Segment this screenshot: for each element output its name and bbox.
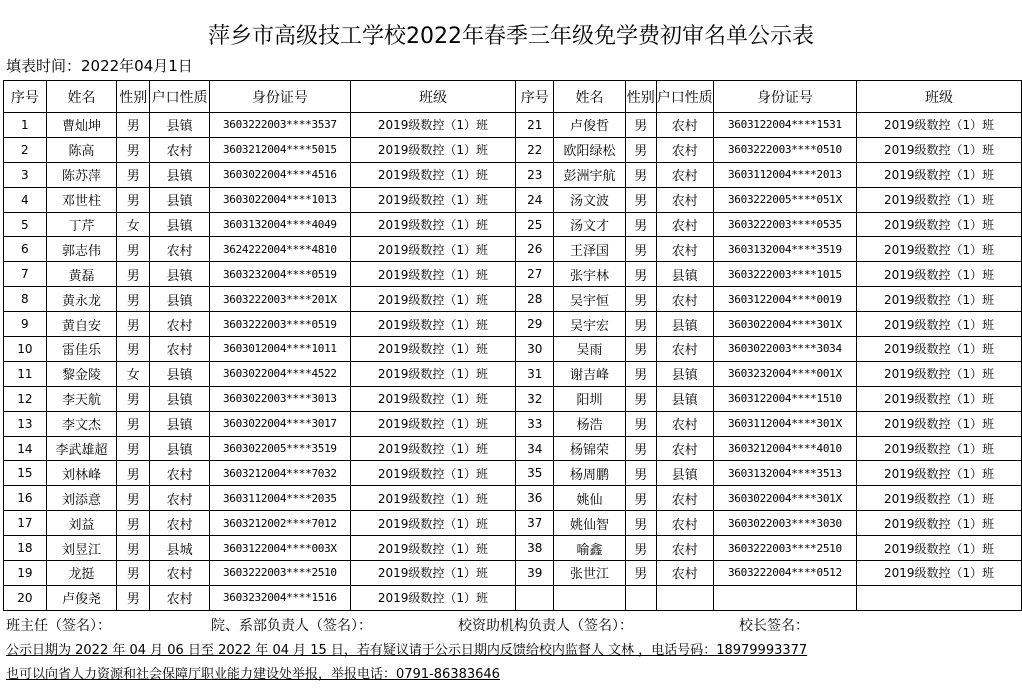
cell-seq: 8 (4, 287, 47, 312)
cell-id-number-right: 3603022003****3030 (713, 511, 856, 536)
cell-class-right: 2019级数控（1）班 (857, 212, 1022, 237)
table-row (4, 585, 1022, 610)
cell-seq: 13 (4, 411, 47, 436)
cell-hukou: 农村 (150, 486, 210, 511)
cell-seq-right: 36 (516, 486, 554, 511)
cell-name-right: 彭洲宇航 (554, 162, 626, 187)
cell-class: 2019级数控（1）班 (350, 511, 516, 536)
cell-sex: 男 (117, 262, 150, 287)
cell-name-right: 汤文波 (554, 187, 626, 212)
cell-class-right: 2019级数控（1）班 (857, 561, 1022, 586)
cell-name-right: 吴宇宏 (554, 312, 626, 337)
fill-time-label: 填表时间：2022年04月1日 (6, 57, 193, 75)
cell-class-right (857, 585, 1022, 610)
table-row (4, 561, 1022, 586)
cell-seq-right: 24 (516, 187, 554, 212)
cell-id-number: 3603212004****5015 (210, 137, 350, 162)
cell-name: 龙挺 (46, 561, 117, 586)
cell-seq: 9 (4, 312, 47, 337)
cell-name: 刘昱江 (46, 536, 117, 561)
cell-name: 陈高 (46, 137, 117, 162)
cell-sex: 男 (117, 137, 150, 162)
cell-sex-right: 男 (625, 312, 656, 337)
cell-hukou: 县镇 (150, 212, 210, 237)
cell-class-right: 2019级数控（1）班 (857, 137, 1022, 162)
cell-sex: 男 (117, 461, 150, 486)
cell-hukou-right: 农村 (656, 411, 713, 436)
cell-id-number: 3603222003****201X (210, 287, 350, 312)
cell-name: 李文杰 (46, 411, 117, 436)
cell-id-number: 3603022004****1013 (210, 187, 350, 212)
cell-class: 2019级数控（1）班 (350, 162, 516, 187)
cell-sex: 女 (117, 361, 150, 386)
cell-sex-right: 男 (625, 361, 656, 386)
header-class-right: 班级 (857, 81, 1022, 113)
cell-class-right: 2019级数控（1）班 (857, 436, 1022, 461)
cell-seq: 10 (4, 337, 47, 362)
cell-seq-right: 38 (516, 536, 554, 561)
cell-sex: 女 (117, 212, 150, 237)
cell-class-right: 2019级数控（1）班 (857, 486, 1022, 511)
cell-id-number: 3603212002****7012 (210, 511, 350, 536)
cell-hukou: 农村 (150, 461, 210, 486)
cell-class: 2019级数控（1）班 (350, 113, 516, 138)
cell-sex: 男 (117, 436, 150, 461)
cell-seq: 4 (4, 187, 47, 212)
cell-id-number-right: 3603022004****301X (713, 486, 856, 511)
cell-id-number-right: 3603112004****2013 (713, 162, 856, 187)
cell-sex: 男 (117, 162, 150, 187)
cell-hukou: 农村 (150, 585, 210, 610)
cell-seq-right: 27 (516, 262, 554, 287)
cell-hukou-right: 农村 (656, 187, 713, 212)
cell-sex-right: 男 (625, 212, 656, 237)
table-row (4, 212, 1022, 237)
cell-class: 2019级数控（1）班 (350, 237, 516, 262)
cell-seq: 17 (4, 511, 47, 536)
cell-seq-right: 32 (516, 386, 554, 411)
cell-hukou: 县镇 (150, 162, 210, 187)
cell-class: 2019级数控（1）班 (350, 137, 516, 162)
cell-hukou-right: 农村 (656, 113, 713, 138)
cell-seq: 11 (4, 361, 47, 386)
cell-sex: 男 (117, 585, 150, 610)
cell-id-number: 3603222003****2510 (210, 561, 350, 586)
cell-sex: 男 (117, 536, 150, 561)
table-row (4, 411, 1022, 436)
cell-seq: 18 (4, 536, 47, 561)
cell-hukou: 县城 (150, 536, 210, 561)
cell-class: 2019级数控（1）班 (350, 361, 516, 386)
cell-seq-right: 37 (516, 511, 554, 536)
cell-name-right: 姚仙智 (554, 511, 626, 536)
cell-class: 2019级数控（1）班 (350, 337, 516, 362)
cell-id-number-right: 3603132004****3513 (713, 461, 856, 486)
header-seq: 序号 (4, 81, 47, 113)
cell-id-number-right: 3603232004****001X (713, 361, 856, 386)
cell-seq-right: 35 (516, 461, 554, 486)
cell-class: 2019级数控（1）班 (350, 287, 516, 312)
cell-hukou: 县镇 (150, 361, 210, 386)
cell-class-right: 2019级数控（1）班 (857, 386, 1022, 411)
head-teacher-signature: 班主任（签名）： (6, 618, 111, 634)
cell-sex-right (625, 585, 656, 610)
cell-id-number-right: 3603112004****301X (713, 411, 856, 436)
cell-sex: 男 (117, 561, 150, 586)
cell-name-right: 欧阳绿松 (554, 137, 626, 162)
cell-class-right: 2019级数控（1）班 (857, 461, 1022, 486)
cell-class: 2019级数控（1）班 (350, 212, 516, 237)
cell-name: 雷佳乐 (46, 337, 117, 362)
cell-seq-right: 31 (516, 361, 554, 386)
cell-sex-right: 男 (625, 137, 656, 162)
cell-id-number-right: 3603122004****1531 (713, 113, 856, 138)
cell-hukou: 农村 (150, 137, 210, 162)
cell-name-right: 杨周鹏 (554, 461, 626, 486)
cell-id-number: 3603022004****3017 (210, 411, 350, 436)
publicity-notice: 公示日期为 2022 年 04 月 06 日至 2022 年 04 月 15 日，若有疑议请于公示日期内反馈给校内监督人 文林 ，电话号码：18979993377 (6, 643, 808, 658)
cell-sex: 男 (117, 337, 150, 362)
cell-sex: 男 (117, 113, 150, 138)
cell-name-right: 汤文才 (554, 212, 626, 237)
cell-hukou: 县镇 (150, 262, 210, 287)
cell-class: 2019级数控（1）班 (350, 585, 516, 610)
header-name: 姓名 (46, 81, 117, 113)
cell-name: 刘添意 (46, 486, 117, 511)
cell-seq-right: 23 (516, 162, 554, 187)
cell-seq-right (516, 585, 554, 610)
cell-hukou-right: 县镇 (656, 361, 713, 386)
cell-hukou-right: 农村 (656, 511, 713, 536)
cell-seq-right: 34 (516, 436, 554, 461)
cell-seq-right: 39 (516, 561, 554, 586)
cell-sex: 男 (117, 486, 150, 511)
cell-name-right: 喻鑫 (554, 536, 626, 561)
cell-sex-right: 男 (625, 237, 656, 262)
cell-name: 黎金陵 (46, 361, 117, 386)
cell-sex-right: 男 (625, 162, 656, 187)
cell-class-right: 2019级数控（1）班 (857, 162, 1022, 187)
cell-id-number: 3624222004****4810 (210, 237, 350, 262)
cell-class: 2019级数控（1）班 (350, 386, 516, 411)
cell-name-right: 阳圳 (554, 386, 626, 411)
cell-name: 丁芹 (46, 212, 117, 237)
cell-id-number-right: 3603122004****0019 (713, 287, 856, 312)
table-row (4, 312, 1022, 337)
cell-sex-right: 男 (625, 187, 656, 212)
table-header-row (4, 81, 1022, 113)
table-row (4, 386, 1022, 411)
cell-class: 2019级数控（1）班 (350, 461, 516, 486)
cell-id-number-right: 3603222003****0535 (713, 212, 856, 237)
cell-id-number-right: 3603122004****1510 (713, 386, 856, 411)
header-id-number-right: 身份证号 (713, 81, 856, 113)
cell-class-right: 2019级数控（1）班 (857, 312, 1022, 337)
cell-hukou: 县镇 (150, 386, 210, 411)
cell-class-right: 2019级数控（1）班 (857, 536, 1022, 561)
cell-class-right: 2019级数控（1）班 (857, 187, 1022, 212)
cell-id-number-right: 3603132004****3519 (713, 237, 856, 262)
cell-sex-right: 男 (625, 287, 656, 312)
table-body (4, 81, 1022, 611)
cell-hukou-right: 农村 (656, 337, 713, 362)
cell-hukou: 农村 (150, 561, 210, 586)
cell-seq: 5 (4, 212, 47, 237)
cell-id-number: 3603132004****4049 (210, 212, 350, 237)
cell-sex-right: 男 (625, 486, 656, 511)
cell-name-right: 张宇林 (554, 262, 626, 287)
cell-seq: 3 (4, 162, 47, 187)
cell-hukou: 县镇 (150, 287, 210, 312)
cell-hukou-right: 县镇 (656, 461, 713, 486)
header-id-number: 身份证号 (210, 81, 350, 113)
table-row (4, 187, 1022, 212)
cell-sex-right: 男 (625, 411, 656, 436)
table-row (4, 536, 1022, 561)
cell-id-number-right: 3603222003****0510 (713, 137, 856, 162)
cell-class: 2019级数控（1）班 (350, 187, 516, 212)
cell-id-number: 3603212004****7032 (210, 461, 350, 486)
cell-seq: 7 (4, 262, 47, 287)
cell-name-right: 王泽国 (554, 237, 626, 262)
cell-name: 李天航 (46, 386, 117, 411)
cell-id-number: 3603222003****0519 (210, 312, 350, 337)
table-row (4, 262, 1022, 287)
cell-name-right: 张世江 (554, 561, 626, 586)
cell-hukou-right: 农村 (656, 137, 713, 162)
cell-name-right: 杨锦荣 (554, 436, 626, 461)
cell-class: 2019级数控（1）班 (350, 411, 516, 436)
table-row (4, 461, 1022, 486)
cell-sex-right: 男 (625, 436, 656, 461)
cell-hukou-right: 县镇 (656, 262, 713, 287)
table-row (4, 113, 1022, 138)
cell-hukou-right: 农村 (656, 436, 713, 461)
cell-hukou-right: 农村 (656, 237, 713, 262)
cell-hukou-right: 农村 (656, 287, 713, 312)
cell-hukou: 县镇 (150, 411, 210, 436)
cell-sex: 男 (117, 287, 150, 312)
cell-id-number-right: 3603222005****051X (713, 187, 856, 212)
cell-seq-right: 25 (516, 212, 554, 237)
cell-hukou-right (656, 585, 713, 610)
cell-hukou-right: 县镇 (656, 386, 713, 411)
cell-name: 刘益 (46, 511, 117, 536)
cell-sex: 男 (117, 411, 150, 436)
cell-hukou: 农村 (150, 312, 210, 337)
page-title: 萍乡市高级技工学校2022年春季三年级免学费初审名单公示表 (208, 24, 814, 49)
cell-sex: 男 (117, 237, 150, 262)
header-sex: 性别 (117, 81, 150, 113)
cell-id-number: 3603222003****3537 (210, 113, 350, 138)
cell-seq-right: 33 (516, 411, 554, 436)
cell-seq-right: 30 (516, 337, 554, 362)
cell-hukou-right: 农村 (656, 486, 713, 511)
cell-sex-right: 男 (625, 386, 656, 411)
header-class: 班级 (350, 81, 516, 113)
header-name-right: 姓名 (554, 81, 626, 113)
cell-name: 李武雄超 (46, 436, 117, 461)
cell-class: 2019级数控（1）班 (350, 561, 516, 586)
cell-hukou: 农村 (150, 237, 210, 262)
cell-id-number: 3603022004****4516 (210, 162, 350, 187)
cell-name-right: 卢俊哲 (554, 113, 626, 138)
cell-class: 2019级数控（1）班 (350, 486, 516, 511)
cell-class-right: 2019级数控（1）班 (857, 287, 1022, 312)
cell-class-right: 2019级数控（1）班 (857, 511, 1022, 536)
cell-id-number-right: 3603022003****3034 (713, 337, 856, 362)
cell-seq-right: 29 (516, 312, 554, 337)
cell-name-right: 谢吉峰 (554, 361, 626, 386)
cell-id-number: 3603012004****1011 (210, 337, 350, 362)
cell-hukou-right: 农村 (656, 212, 713, 237)
cell-sex: 男 (117, 187, 150, 212)
cell-name: 卢俊尧 (46, 585, 117, 610)
cell-name: 邓世柱 (46, 187, 117, 212)
header-sex-right: 性别 (625, 81, 656, 113)
cell-name: 郭志伟 (46, 237, 117, 262)
cell-class-right: 2019级数控（1）班 (857, 337, 1022, 362)
cell-hukou: 县镇 (150, 436, 210, 461)
table-row (4, 287, 1022, 312)
cell-sex-right: 男 (625, 461, 656, 486)
table-row (4, 337, 1022, 362)
header-hukou-right: 户口性质 (656, 81, 713, 113)
cell-seq: 6 (4, 237, 47, 262)
cell-hukou: 县镇 (150, 187, 210, 212)
cell-seq-right: 22 (516, 137, 554, 162)
cell-sex-right: 男 (625, 337, 656, 362)
cell-id-number: 3603112004****2035 (210, 486, 350, 511)
cell-hukou-right: 农村 (656, 536, 713, 561)
aid-office-head-signature: 校资助机构负责人（签名）： (458, 618, 633, 634)
cell-hukou-right: 农村 (656, 561, 713, 586)
table-row (4, 436, 1022, 461)
cell-seq: 2 (4, 137, 47, 162)
cell-id-number: 3603022005****3519 (210, 436, 350, 461)
report-hotline-notice: 也可以向省人力资源和社会保障厅职业能力建设处举报，举报电话：0791-86383646 (6, 667, 500, 682)
cell-seq-right: 28 (516, 287, 554, 312)
cell-class: 2019级数控（1）班 (350, 536, 516, 561)
cell-id-number: 3603022004****4522 (210, 361, 350, 386)
cell-sex-right: 男 (625, 536, 656, 561)
cell-seq-right: 26 (516, 237, 554, 262)
cell-name: 黄永龙 (46, 287, 117, 312)
table-row (4, 162, 1022, 187)
student-list-table (3, 80, 1022, 611)
table-row (4, 237, 1022, 262)
cell-seq: 16 (4, 486, 47, 511)
department-head-signature: 院、系部负责人（签名）： (211, 618, 372, 634)
cell-seq: 12 (4, 386, 47, 411)
cell-name-right: 杨浩 (554, 411, 626, 436)
cell-class-right: 2019级数控（1）班 (857, 262, 1022, 287)
table-row (4, 137, 1022, 162)
cell-sex-right: 男 (625, 113, 656, 138)
cell-hukou-right: 农村 (656, 162, 713, 187)
cell-name: 刘林峰 (46, 461, 117, 486)
cell-seq: 19 (4, 561, 47, 586)
cell-sex: 男 (117, 312, 150, 337)
header-hukou: 户口性质 (150, 81, 210, 113)
cell-class: 2019级数控（1）班 (350, 436, 516, 461)
cell-seq: 15 (4, 461, 47, 486)
signature-row (6, 615, 1016, 637)
cell-sex-right: 男 (625, 511, 656, 536)
cell-class-right: 2019级数控（1）班 (857, 411, 1022, 436)
cell-name-right: 吴雨 (554, 337, 626, 362)
cell-name-right: 吴宇恒 (554, 287, 626, 312)
cell-id-number: 3603022003****3013 (210, 386, 350, 411)
cell-class-right: 2019级数控（1）班 (857, 237, 1022, 262)
cell-name-right (554, 585, 626, 610)
cell-class: 2019级数控（1）班 (350, 262, 516, 287)
table-row (4, 361, 1022, 386)
cell-id-number: 3603232004****1516 (210, 585, 350, 610)
cell-id-number-right (713, 585, 856, 610)
cell-hukou: 农村 (150, 511, 210, 536)
cell-seq: 1 (4, 113, 47, 138)
cell-sex: 男 (117, 511, 150, 536)
cell-class-right: 2019级数控（1）班 (857, 361, 1022, 386)
cell-id-number: 3603122004****003X (210, 536, 350, 561)
cell-name: 曹灿坤 (46, 113, 117, 138)
cell-hukou: 农村 (150, 337, 210, 362)
cell-id-number-right: 3603222004****0512 (713, 561, 856, 586)
cell-class-right: 2019级数控（1）班 (857, 113, 1022, 138)
cell-sex: 男 (117, 386, 150, 411)
cell-id-number-right: 3603022004****301X (713, 312, 856, 337)
principal-signature: 校长签名： (739, 618, 809, 634)
cell-class: 2019级数控（1）班 (350, 312, 516, 337)
cell-name: 黄磊 (46, 262, 117, 287)
cell-hukou-right: 县镇 (656, 312, 713, 337)
cell-seq: 20 (4, 585, 47, 610)
cell-id-number: 3603232004****0519 (210, 262, 350, 287)
cell-id-number-right: 3603222003****2510 (713, 536, 856, 561)
cell-sex-right: 男 (625, 561, 656, 586)
cell-hukou: 县镇 (150, 113, 210, 138)
table-row (4, 486, 1022, 511)
cell-name: 黄自安 (46, 312, 117, 337)
cell-seq-right: 21 (516, 113, 554, 138)
header-seq-right: 序号 (516, 81, 554, 113)
cell-id-number-right: 3603222003****1015 (713, 262, 856, 287)
cell-seq: 14 (4, 436, 47, 461)
cell-id-number-right: 3603212004****4010 (713, 436, 856, 461)
cell-name-right: 姚仙 (554, 486, 626, 511)
cell-sex-right: 男 (625, 262, 656, 287)
cell-name: 陈苏萍 (46, 162, 117, 187)
table-row (4, 511, 1022, 536)
